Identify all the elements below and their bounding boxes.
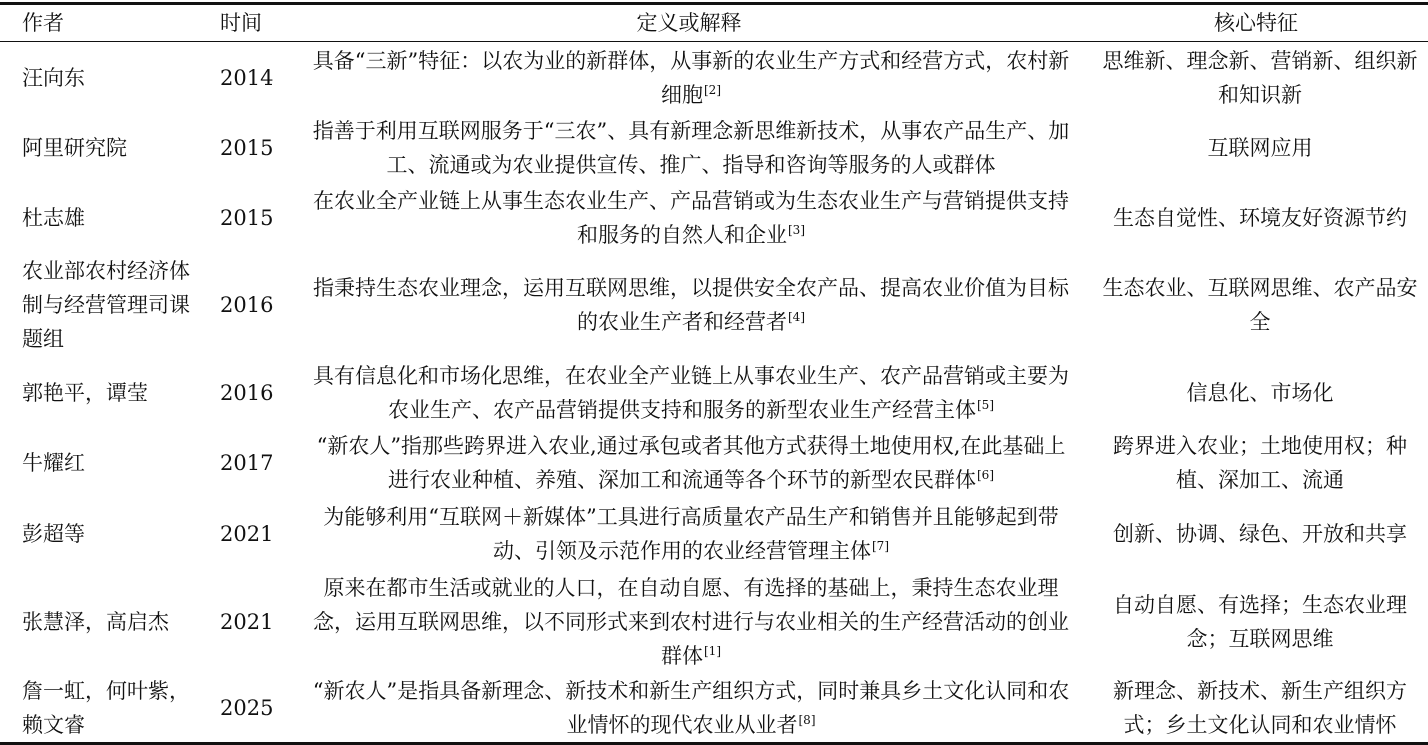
author-cell: 农业部农村经济体制与经营管理司课题组 [22,258,190,351]
table-row [0,114,1428,183]
features-cell: 信息化、市场化 [1186,380,1334,405]
table-row [0,429,1428,498]
year-cell: 2021 [220,521,274,546]
new-farmer-definitions-table [0,2,1428,745]
definition-text: 为能够利用“互联网＋新媒体”工具进行高质量农产品生产和销售并且能够起到带动、引领及示范作用的农业经营管理主体 [323,504,1059,563]
features-cell: 生态自觉性、环境友好资源节约 [1113,205,1407,230]
features-cell: 自动自愿、有选择；生态农业理念；互联网思维 [1113,592,1407,651]
definition-text: “新农人”指那些跨界进入农业,通过承包或者其他方式获得土地使用权,在此基础上进行农业种植、养殖、深加工和流通等各个环节的新型农民群体 [316,434,1066,492]
definition-cell [294,114,1084,183]
header-definition: 定义或解释 [294,4,1084,42]
reference-marker: [3] [788,222,805,237]
year-cell: 2016 [220,292,274,317]
definition-cell [294,357,1084,429]
author-cell: 詹一虹，何叶紫，赖文睿 [0,674,212,744]
table-row [0,42,1428,114]
table-row [0,498,1428,570]
definition-text: “新农人”是指具备新理念、新技术和新生产组织方式，同时兼具乡土文化认同和农业情怀的现代农业从业者 [312,678,1070,737]
features-cell: 新理念、新技术、新生产组织方式；乡土文化认同和农业情怀 [1084,674,1428,744]
header-author: 作者 [0,4,212,42]
reference-marker: [7] [872,538,889,553]
table-row [0,674,1428,744]
features-cell: 互联网应用 [1207,136,1313,160]
reference-marker: [5] [977,397,994,412]
definition-text: 指善于利用互联网服务于“三农”、具有新理念新思维新技术，从事农产品生产、加工、流通或为农业提供宣传、推广、指导和咨询等服务的人或群体 [312,119,1070,177]
header-row [0,4,1428,42]
header-year: 时间 [212,4,294,42]
year-cell: 2015 [220,136,274,160]
reference-marker: [8] [798,712,816,727]
definition-cell [294,183,1084,253]
reference-marker: [1] [704,643,721,658]
author-cell: 杜志雄 [22,205,85,230]
author-cell: 汪向东 [22,65,85,90]
table-row [0,253,1428,357]
author-cell: 郭艳平，谭莹 [22,380,148,405]
reference-marker: [2] [704,82,721,97]
table-row [0,357,1428,429]
definition-cell [294,253,1084,357]
reference-marker: [6] [977,468,994,482]
features-cell: 生态农业、互联网思维、农产品安全 [1102,275,1418,334]
definition-cell [294,674,1084,744]
definition-cell [294,570,1084,674]
author-cell: 彭超等 [22,521,85,546]
definition-cell [294,498,1084,570]
table-row [0,570,1428,674]
table-row [0,183,1428,253]
table-header [0,4,1428,42]
header-features: 核心特征 [1084,4,1428,42]
features-cell: 创新、协调、绿色、开放和共享 [1113,521,1407,546]
author-cell: 张慧泽，高启杰 [22,609,169,634]
year-cell: 2016 [220,380,274,405]
definition-text: 在农业全产业链上从事生态农业生产、产品营销或为生态农业生产与营销提供支持和服务的自然人和企业 [313,188,1069,247]
year-cell: 2015 [220,205,274,230]
year-cell: 2025 [212,674,294,744]
definitions-table-container [0,2,1428,745]
definition-text: 具备“三新”特征：以农为业的新群体，从事新的农业生产方式和经营方式，农村新细胞 [312,48,1070,107]
definition-text: 具有信息化和市场化思维，在农业全产业链上从事农业生产、农产品营销或主要为农业生产、农产品营销提供支持和服务的新型农业生产经营主体 [313,363,1069,422]
table-body [0,42,1428,744]
author-cell: 牛耀红 [22,451,85,475]
definition-cell [294,429,1084,498]
definition-text: 指秉持生态农业理念，运用互联网思维，以提供安全农产品、提高农业价值为目标的农业生产者和经营者 [313,275,1069,334]
definition-text: 原来在都市生活或就业的人口，在自动自愿、有选择的基础上，秉持生态农业理念，运用互联网思维，以不同形式来到农村进行与农业相关的生产经营活动的创业群体 [313,575,1069,668]
definition-cell [294,42,1084,114]
year-cell: 2017 [220,451,274,475]
features-cell: 跨界进入农业；土地使用权；种植、深加工、流通 [1113,434,1407,492]
year-cell: 2014 [220,65,274,90]
year-cell: 2021 [220,609,274,634]
author-cell: 阿里研究院 [22,136,127,160]
features-cell: 思维新、理念新、营销新、组织新和知识新 [1102,48,1418,107]
reference-marker: [4] [788,309,805,324]
